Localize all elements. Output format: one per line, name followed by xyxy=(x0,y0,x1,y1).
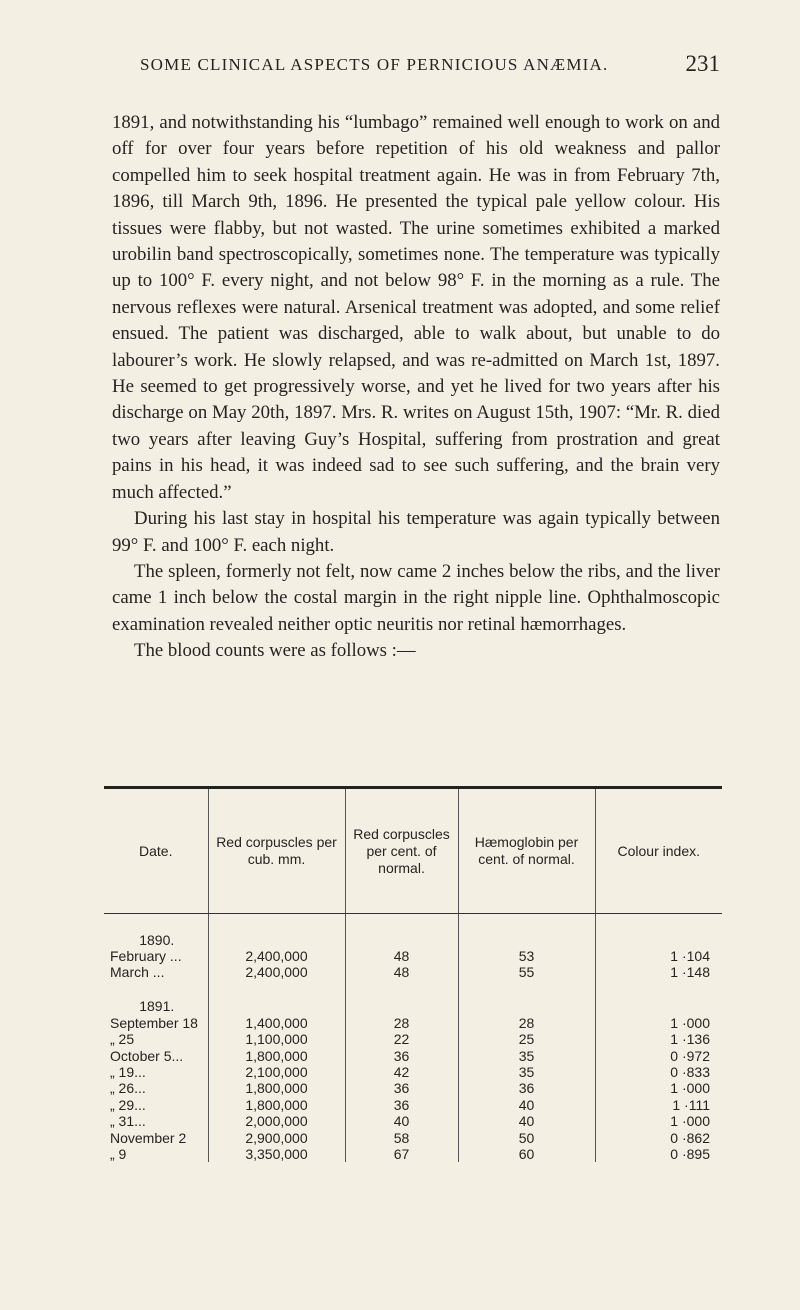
red-corpuscles-count-cell: 1,800,000 xyxy=(208,1048,345,1064)
paragraph: During his last stay in hospital his temperature was again typically between 99° F. and 100° F. each night. xyxy=(112,508,720,556)
haemoglobin-cell: 35 xyxy=(458,1064,595,1080)
table-row xyxy=(104,1031,722,1047)
red-corpuscles-count-cell: 1,800,000 xyxy=(208,1080,345,1096)
red-corpuscles-count-cell: 2,100,000 xyxy=(208,1064,345,1080)
red-corpuscles-percent-cell: 42 xyxy=(345,1064,458,1080)
red-corpuscles-count-cell: 1,100,000 xyxy=(208,1031,345,1047)
haemoglobin-cell: 40 xyxy=(458,1097,595,1113)
paragraph: 1891, and notwithstanding his “lumbago” remained well enough to work on and off for over four years before repetition of his old weakness and pallor compelled him to seek hospital treatment again. He was in from February 7th, 1896, till March 9th, 1896. He presented the typical pale yellow colour. His tissues were flabby, but not wasted. The urine sometimes exhibited a marked urobilin band spectroscopically, sometimes none. The temperature was typically up to 100° F. every night, and not below 98° F. in the morning as a rule. The nervous reflexes were natural. Arsenical treatment was adopted, and some relief ensued. The patient was discharged, able to walk about, but unable to do labourer’s work. He slowly relapsed, and was re-admitted on March 1st, 1897. He seemed to get progressively worse, and yet he lived for two years after his discharge on May 20th, 1897. Mrs. R. writes on August 15th, 1907: “Mr. R. died two years after leaving Guy’s Hospital, suffering from prostration and great pains in his head, it was indeed sad to see such suffering, and the brain very much affected.” xyxy=(112,112,720,503)
date-cell: November 2 xyxy=(110,1129,187,1146)
blood-counts-table xyxy=(104,786,722,1162)
haemoglobin-cell: 25 xyxy=(458,1031,595,1047)
table-row xyxy=(104,1015,722,1031)
red-corpuscles-count-cell: 2,000,000 xyxy=(208,1113,345,1129)
year-label: 1890. xyxy=(139,931,175,948)
colour-index-cell: 1 ·000 xyxy=(595,1113,722,1129)
paragraph: The spleen, formerly not felt, now came 2 inches below the ribs, and the liver came 1 inch below the costal margin in the right nipple line. Ophthalmoscopic examination revealed neither optic neuritis nor retinal hæmorrhages. xyxy=(112,560,720,635)
date-cell: „ 26... xyxy=(110,1080,146,1097)
haemoglobin-cell: 53 xyxy=(458,948,595,964)
red-corpuscles-percent-cell: 48 xyxy=(345,948,458,964)
red-corpuscles-percent-cell: 58 xyxy=(345,1130,458,1146)
header-date: Date. xyxy=(104,788,208,914)
haemoglobin-cell: 55 xyxy=(458,964,595,980)
date-cell: February ... xyxy=(110,948,182,964)
header-red-corpuscles-percent: Red corpuscles per cent. of normal. xyxy=(345,788,458,914)
date-cell: March ... xyxy=(110,964,165,981)
colour-index-cell: 0 ·972 xyxy=(595,1048,722,1064)
spacer-row xyxy=(104,981,722,993)
haemoglobin-cell: 36 xyxy=(458,1080,595,1096)
year-label: 1891. xyxy=(139,998,175,1015)
table-row xyxy=(104,1113,722,1129)
colour-index-cell: 1 ·000 xyxy=(595,1015,722,1031)
red-corpuscles-count-cell: 1,800,000 xyxy=(208,1097,345,1113)
haemoglobin-cell: 50 xyxy=(458,1130,595,1146)
date-cell: „ 9 xyxy=(110,1146,127,1163)
date-cell: „ 31... xyxy=(110,1113,146,1130)
header-haemoglobin: Hæmoglobin per cent. of normal. xyxy=(458,788,595,914)
red-corpuscles-count-cell: 2,900,000 xyxy=(208,1130,345,1146)
red-corpuscles-percent-cell: 28 xyxy=(345,1015,458,1031)
colour-index-cell: 1 ·104 xyxy=(595,948,722,964)
body-text xyxy=(112,110,720,665)
running-head-title: SOME CLINICAL ASPECTS OF PERNICIOUS ANÆMIA. xyxy=(140,55,609,74)
header-red-corpuscles-count: Red corpuscles per cub. mm. xyxy=(208,788,345,914)
haemoglobin-cell: 60 xyxy=(458,1146,595,1162)
table-row xyxy=(104,1064,722,1080)
table-row xyxy=(104,964,722,980)
date-cell: October 5... xyxy=(110,1047,184,1064)
year-row xyxy=(104,926,722,948)
table-header-row xyxy=(104,788,722,914)
colour-index-cell: 0 ·895 xyxy=(595,1146,722,1162)
date-cell: „ 29... xyxy=(110,1096,146,1113)
red-corpuscles-count-cell: 2,400,000 xyxy=(208,964,345,980)
date-cell: September 18 xyxy=(110,1014,198,1031)
haemoglobin-cell: 40 xyxy=(458,1113,595,1129)
table-row xyxy=(104,1097,722,1113)
page-number: 231 xyxy=(685,51,720,76)
colour-index-cell: 0 ·862 xyxy=(595,1130,722,1146)
red-corpuscles-percent-cell: 36 xyxy=(345,1048,458,1064)
colour-index-cell: 1 ·111 xyxy=(595,1097,722,1113)
red-corpuscles-percent-cell: 40 xyxy=(345,1113,458,1129)
table-row xyxy=(104,1130,722,1146)
red-corpuscles-percent-cell: 36 xyxy=(345,1097,458,1113)
red-corpuscles-percent-cell: 48 xyxy=(345,964,458,980)
table-row xyxy=(104,1048,722,1064)
colour-index-cell: 1 ·136 xyxy=(595,1031,722,1047)
colour-index-cell: 1 ·148 xyxy=(595,964,722,980)
year-row xyxy=(104,993,722,1015)
haemoglobin-cell: 28 xyxy=(458,1015,595,1031)
date-cell: „ 19... xyxy=(110,1064,146,1081)
table-row xyxy=(104,1146,722,1162)
spacer-row xyxy=(104,914,722,927)
colour-index-cell: 1 ·000 xyxy=(595,1080,722,1096)
table-row xyxy=(104,948,722,964)
colour-index-cell: 0 ·833 xyxy=(595,1064,722,1080)
red-corpuscles-count-cell: 2,400,000 xyxy=(208,948,345,964)
red-corpuscles-percent-cell: 36 xyxy=(345,1080,458,1096)
red-corpuscles-count-cell: 1,400,000 xyxy=(208,1015,345,1031)
table-row xyxy=(104,1080,722,1096)
date-cell: „ 25 xyxy=(110,1031,135,1048)
header-colour-index: Colour index. xyxy=(595,788,722,914)
red-corpuscles-percent-cell: 22 xyxy=(345,1031,458,1047)
table-body xyxy=(104,914,722,1163)
haemoglobin-cell: 35 xyxy=(458,1048,595,1064)
paragraph: The blood counts were as follows :— xyxy=(134,640,416,662)
red-corpuscles-count-cell: 3,350,000 xyxy=(208,1146,345,1162)
red-corpuscles-percent-cell: 67 xyxy=(345,1146,458,1162)
